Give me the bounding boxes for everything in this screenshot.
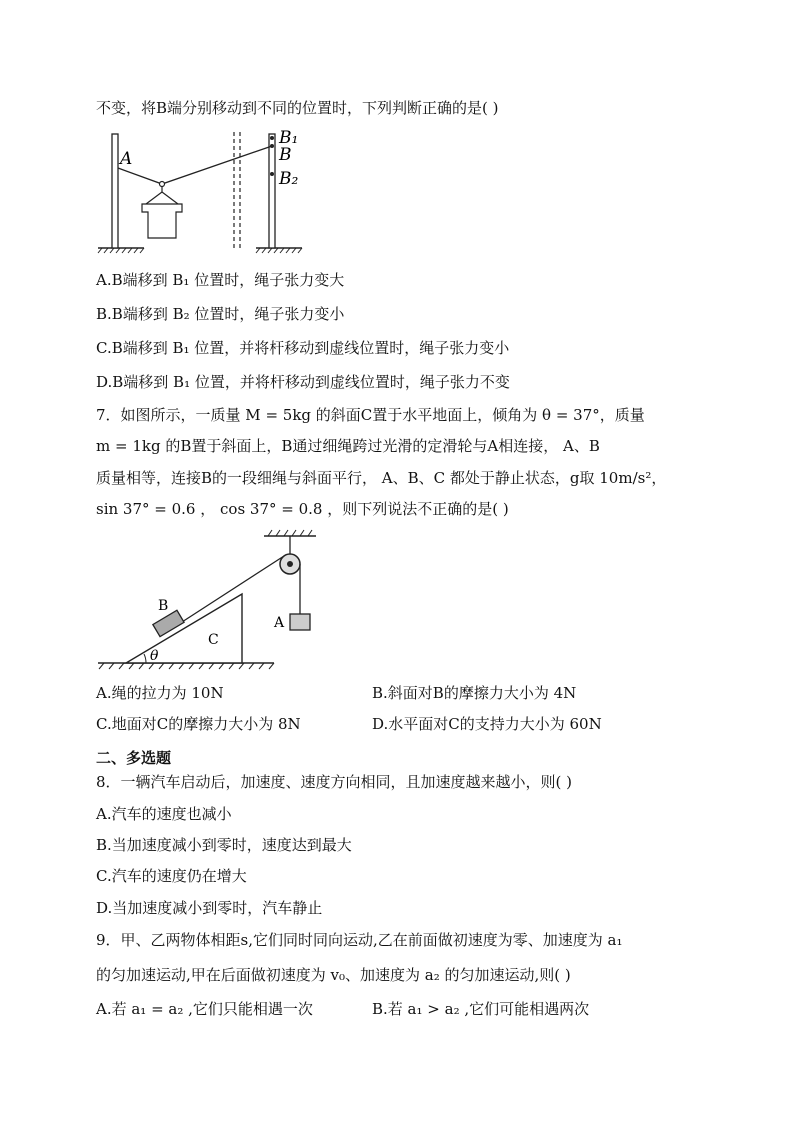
label-a: A: [120, 149, 133, 169]
q8-option-a[interactable]: A.汽车的速度也减小: [96, 805, 232, 823]
q7-stem-line-3: 质量相等，连接B的一段细绳与斜面平行， A、B、C 都处于静止状态，g取 10m/s²，: [96, 469, 667, 487]
q7-stem-line-4: sin 37° = 0.6 ， cos 37° = 0.8 ，则下列说法不正确的是( ): [96, 500, 509, 518]
label-incline-c: C: [208, 632, 219, 648]
q9-stem-line-2: 的匀加速运动,甲在后面做初速度为 v₀、加速度为 a₂ 的匀加速运动,则( ): [96, 966, 571, 984]
label-block-a: A: [274, 615, 285, 631]
q6-stem: 不变，将B端分别移动到不同的位置时，下列判断正确的是( ): [96, 99, 499, 117]
q8-option-c[interactable]: C.汽车的速度仍在增大: [96, 867, 247, 885]
q7-figure: [96, 526, 326, 676]
q7-stem-line-2: m = 1kg 的B置于斜面上，B通过细绳跨过光滑的定滑轮与A相连接， A、B: [96, 437, 600, 455]
label-b: B: [279, 145, 292, 165]
q8-stem: 8．一辆汽车启动后，加速度、速度方向相同，且加速度越来越小，则( ): [96, 773, 573, 791]
q7-option-d[interactable]: D.水平面对C的支持力大小为 60N: [372, 715, 602, 733]
q9-option-a[interactable]: A.若 a₁ = a₂ ,它们只能相遇一次: [96, 1000, 313, 1018]
q6-option-a[interactable]: A.B端移到 B₁ 位置时，绳子张力变大: [96, 271, 345, 289]
q9-stem-line-1: 9．甲、乙两物体相距s,它们同时同向运动,乙在前面做初速度为零、加速度为 a₁: [96, 931, 623, 949]
q7-option-b[interactable]: B.斜面对B的摩擦力大小为 4N: [372, 684, 577, 702]
q6-figure: [96, 126, 316, 254]
q7-option-a[interactable]: A.绳的拉力为 10N: [96, 684, 224, 702]
q8-option-b[interactable]: B.当加速度减小到零时，速度达到最大: [96, 836, 352, 854]
label-block-b: B: [158, 598, 169, 614]
q8-option-d[interactable]: D.当加速度减小到零时，汽车静止: [96, 899, 323, 917]
section-multiple-choice-title: 二、多选题: [96, 749, 172, 767]
q7-stem-line-1: 7．如图所示，一质量 M = 5kg 的斜面C置于水平地面上，倾角为 θ = 37°，质量: [96, 406, 645, 424]
q7-option-c[interactable]: C.地面对C的摩擦力大小为 8N: [96, 715, 301, 733]
q9-option-b[interactable]: B.若 a₁ > a₂ ,它们可能相遇两次: [372, 1000, 590, 1018]
q6-option-b[interactable]: B.B端移到 B₂ 位置时，绳子张力变小: [96, 305, 345, 323]
label-b2: B₂: [279, 169, 299, 189]
label-theta: θ: [150, 648, 159, 664]
q6-option-d[interactable]: D.B端移到 B₁ 位置，并将杆移动到虚线位置时，绳子张力不变: [96, 373, 510, 391]
q6-option-c[interactable]: C.B端移到 B₁ 位置，并将杆移动到虚线位置时，绳子张力变小: [96, 339, 510, 357]
label-b1: B₁: [279, 128, 299, 148]
